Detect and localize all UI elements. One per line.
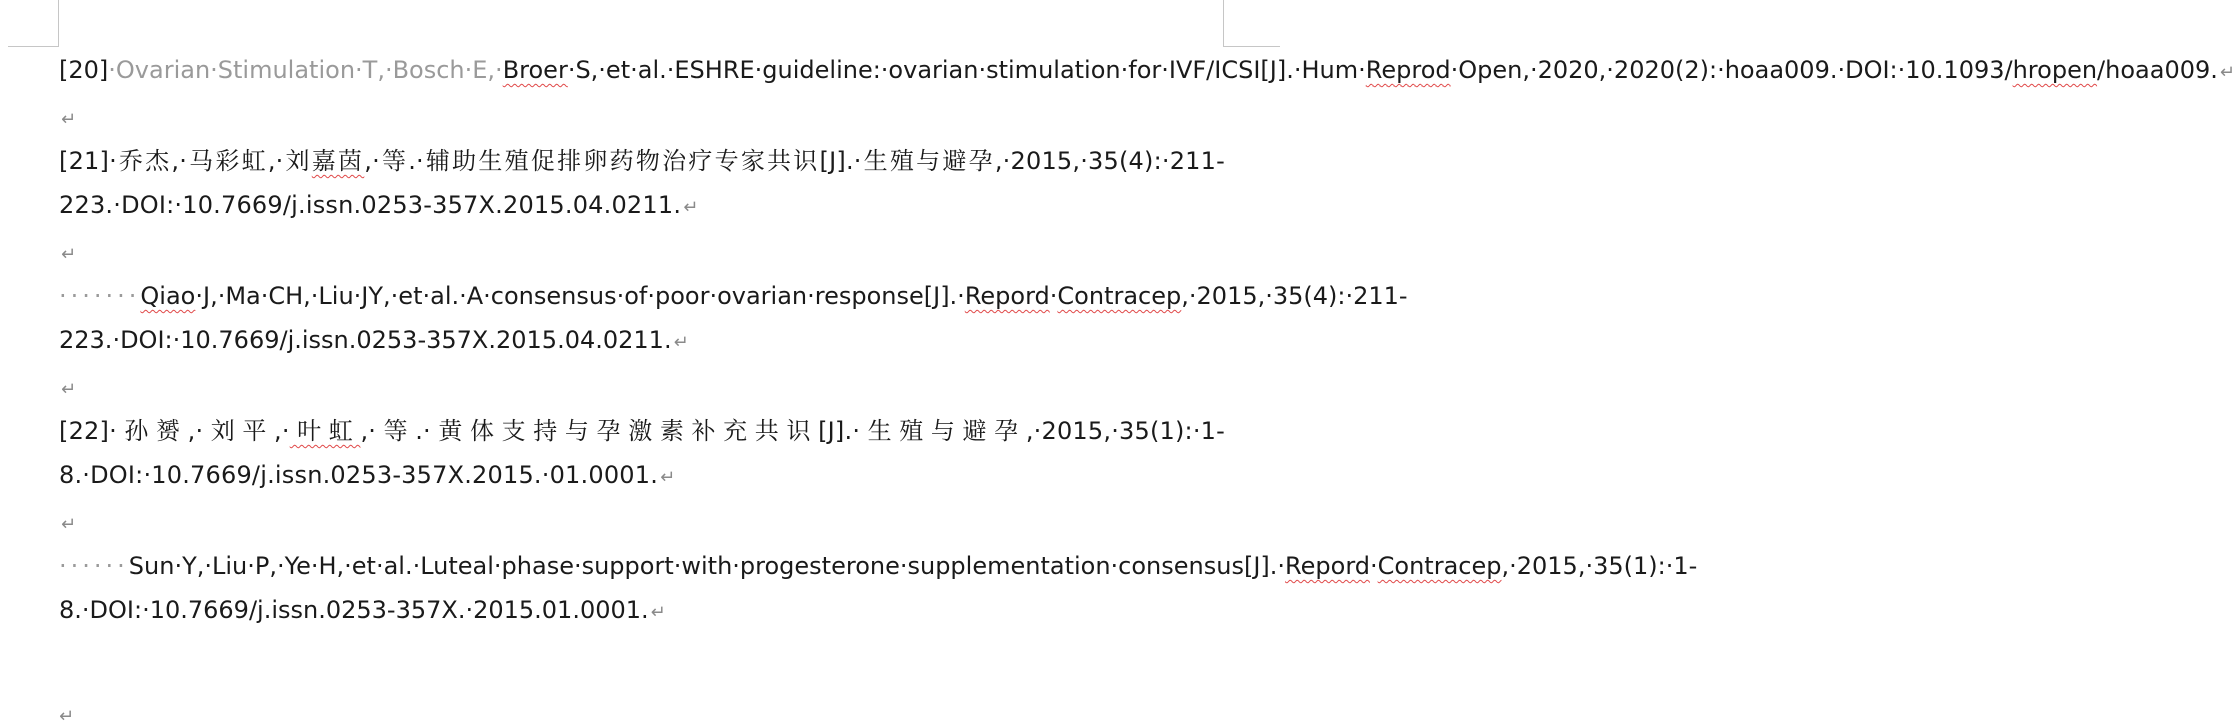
reference-22-english[interactable] [59,544,1698,635]
page-margin-corner-top-right [1223,0,1280,47]
reference-number: [21] [59,147,110,175]
spellcheck-flagged-word[interactable]: Contracep [1057,282,1182,310]
leading-space-marks: ······· [59,282,141,310]
spellcheck-flagged-word[interactable]: Broer [502,56,568,84]
page-margin-corner-top-left [8,0,59,47]
reference-21[interactable] [59,139,1225,230]
paragraph-mark-icon: ↵ [61,379,77,400]
paragraph-mark-icon: ↵ [673,332,689,353]
leading-space-marks: ······ [59,552,129,580]
reference-21-english[interactable] [59,274,1408,365]
empty-paragraph[interactable] [59,500,1225,544]
reference-text: /hoaa009. [2097,56,2218,84]
spellcheck-flagged-word[interactable]: Reprod [1365,56,1451,84]
reference-text: ·S,·et·al.·ESHRE·guideline:·ovarian·stimulation·for·IVF/ICSI[J].·Hum· [567,56,1366,84]
reference-text: · [1049,282,1058,310]
empty-paragraph[interactable] [59,95,1225,139]
paragraph-mark-icon: ↵ [61,109,77,130]
paragraph-mark-icon: ↵ [660,467,676,488]
reference-text: ·孙赟,·刘平,· [109,417,290,445]
reference-number: [22] [59,417,110,445]
spellcheck-flagged-word[interactable]: 嘉茵 [311,147,365,175]
paragraph-mark-icon: ↵ [650,602,666,623]
reference-22[interactable] [59,409,1225,500]
paragraph-mark-icon: ↵ [59,706,75,727]
empty-paragraph[interactable] [59,230,1225,274]
reference-text: · [1370,552,1378,580]
reference-text: ·乔杰,·马彩虹,·刘 [109,147,312,175]
reference-text: ,·等.·辅助生殖促排卵药物治疗专家共识[J].·生殖与避孕,·2015,·35(4):·211-223.·DOI:·10.7669/j.issn.0253-357X.2015.04.0211. [59,147,1225,219]
reference-text: ,·2015,·35(1):·1-8.·DOI:·10.7669/j.issn.0253-357X.·2015.01.0001. [59,552,1698,624]
paragraph-mark-icon: ↵ [2219,62,2235,83]
reference-number: [20] [59,56,109,84]
paragraph-mark-icon: ↵ [683,197,699,218]
reference-text: ·J,·Ma·CH,·Liu·JY,·et·al.·A·consensus·of·poor·ovarian·response[J].· [195,282,965,310]
paragraph-mark-icon: ↵ [61,244,77,265]
spellcheck-flagged-word[interactable]: Repord [964,282,1050,310]
reference-text: ·Ovarian·Stimulation·T,·Bosch·E,· [108,56,503,84]
spellcheck-flagged-word[interactable]: Qiao [140,282,196,310]
spellcheck-flagged-word[interactable]: Contracep [1377,552,1502,580]
spellcheck-flagged-word[interactable]: hropen [2012,56,2098,84]
reference-text: ,·等.·黄体支持与孕激素补充共识[J].·生殖与避孕,·2015,·35(1):·1-8.·DOI:·10.7669/j.issn.0253-357X.2015.·01.0001. [59,417,1226,489]
reference-text: Sun·Y,·Liu·P,·Ye·H,·et·al.·Luteal·phase·support·with·progesterone·supplementation·consensus[J].· [128,552,1286,580]
document-body[interactable] [59,48,2235,635]
reference-text: ,·2015,·35(4):·211-223.·DOI:·10.7669/j.issn.0253-357X.2015.04.0211. [59,282,1408,354]
paragraph-mark-icon: ↵ [61,514,77,535]
empty-paragraph[interactable] [59,365,1225,409]
reference-text: ·Open,·2020,·2020(2):·hoaa009.·DOI:·10.1093/ [1450,56,2013,84]
spellcheck-flagged-word[interactable]: 叶虹 [289,417,361,445]
spellcheck-flagged-word[interactable]: Repord [1285,552,1370,580]
reference-20[interactable] [59,48,2235,95]
